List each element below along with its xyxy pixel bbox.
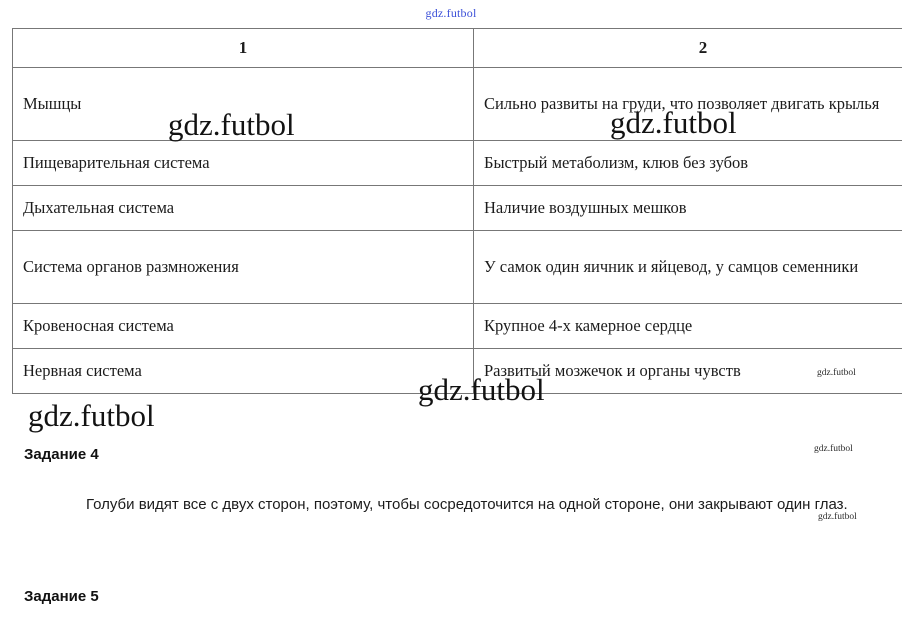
- table-header-cell-2: 2: [474, 29, 902, 68]
- watermark-small: gdz.futbol: [817, 368, 856, 378]
- table-cell-feature: У самок один яичник и яйцевод, у самцов семенники: [474, 231, 902, 304]
- watermark-large: gdz.futbol: [418, 372, 545, 407]
- table-row: [13, 68, 902, 141]
- comparison-table: [12, 28, 902, 394]
- table-cell-system: Система органов размножения: [13, 231, 474, 304]
- table-header-cell-1: 1: [13, 29, 474, 68]
- table-cell-feature: Развитый мозжечок и органы чувств: [474, 349, 902, 394]
- table-row: [13, 186, 902, 231]
- watermark-large: gdz.futbol: [168, 107, 295, 142]
- table-cell-feature: Быстрый метаболизм, клюв без зубов: [474, 141, 902, 186]
- table-row: [13, 349, 902, 394]
- table-header: [13, 29, 902, 68]
- table-cell-system: Пищеварительная система: [13, 141, 474, 186]
- top-watermark: gdz.futbol: [425, 6, 477, 20]
- task-5-title: Задание 5: [24, 588, 99, 605]
- comparison-table-wrapper: [12, 28, 890, 394]
- watermark-large: gdz.futbol: [610, 105, 737, 140]
- table-row: [13, 304, 902, 349]
- table-header-row: [13, 29, 902, 68]
- table-cell-system: Мышцы: [13, 68, 474, 141]
- task-4-answer: Голуби видят все с двух сторон, поэтому, чтобы сосредоточится на одной стороне, они закрывают один глаз.: [86, 496, 848, 513]
- table-body: [13, 68, 902, 394]
- table-cell-feature: Сильно развиты на груди, что позволяет двигать крылья: [474, 68, 902, 141]
- table-row: [13, 141, 902, 186]
- task-4-title: Задание 4: [24, 446, 99, 463]
- table-row: [13, 231, 902, 304]
- table-cell-system: Нервная система: [13, 349, 474, 394]
- table-cell-feature: Крупное 4-х камерное сердце: [474, 304, 902, 349]
- table-cell-feature: Наличие воздушных мешков: [474, 186, 902, 231]
- watermark-small: gdz.futbol: [814, 444, 853, 454]
- watermark-large: gdz.futbol: [28, 398, 155, 433]
- watermark-small: gdz.futbol: [818, 512, 857, 522]
- table-cell-system: Кровеносная система: [13, 304, 474, 349]
- table-cell-system: Дыхательная система: [13, 186, 474, 231]
